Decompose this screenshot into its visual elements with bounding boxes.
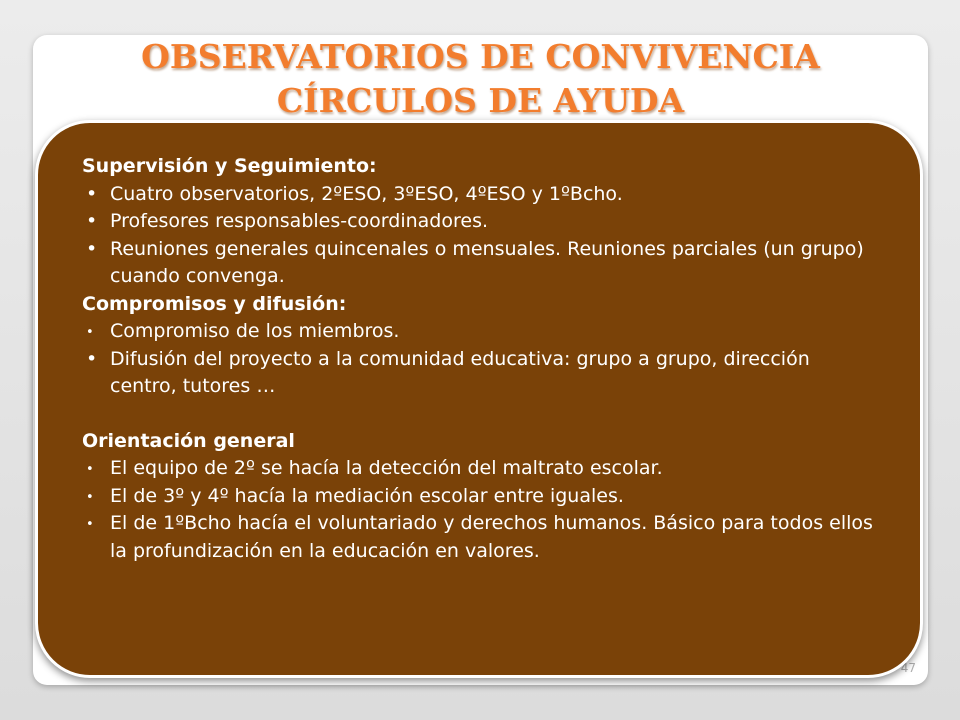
list-orientacion — [82, 455, 880, 565]
slide-title — [33, 35, 928, 123]
list-item: • El de 1ºBcho hacía el voluntariado y derechos humanos. Básico para todos ellos la profundización en la educación en valores. — [82, 510, 880, 565]
content-box — [35, 120, 923, 678]
list-item: • Difusión del proyecto a la comunidad educativa: grupo a grupo, dirección centro, tutores … — [82, 346, 880, 401]
list-item: • El de 3º y 4º hacía la mediación escolar entre iguales. — [82, 483, 880, 511]
list-compromisos — [82, 318, 880, 401]
slide-number: 47 — [900, 661, 916, 675]
title-line-1: OBSERVATORIOS DE CONVIVENCIA — [141, 37, 820, 76]
list-item: • Compromiso de los miembros. — [82, 318, 880, 346]
list-supervision — [82, 181, 880, 291]
title-line-2: CÍRCULOS DE AYUDA — [276, 81, 685, 120]
list-item: • Reuniones generales quincenales o mensuales. Reuniones parciales (un grupo) cuando convenga. — [82, 236, 880, 291]
heading-orientacion: Orientación general — [82, 429, 295, 452]
spacer — [82, 401, 880, 428]
list-item: • Profesores responsables-coordinadores. — [82, 208, 880, 236]
heading-compromisos: Compromisos y difusión: — [82, 292, 347, 315]
heading-supervision: Supervisión y Seguimiento: — [82, 155, 377, 177]
list-item: • El equipo de 2º se hacía la detección del maltrato escolar. — [82, 455, 880, 483]
list-item: • Cuatro observatorios, 2ºESO, 3ºESO, 4ºESO y 1ºBcho. — [82, 181, 880, 209]
